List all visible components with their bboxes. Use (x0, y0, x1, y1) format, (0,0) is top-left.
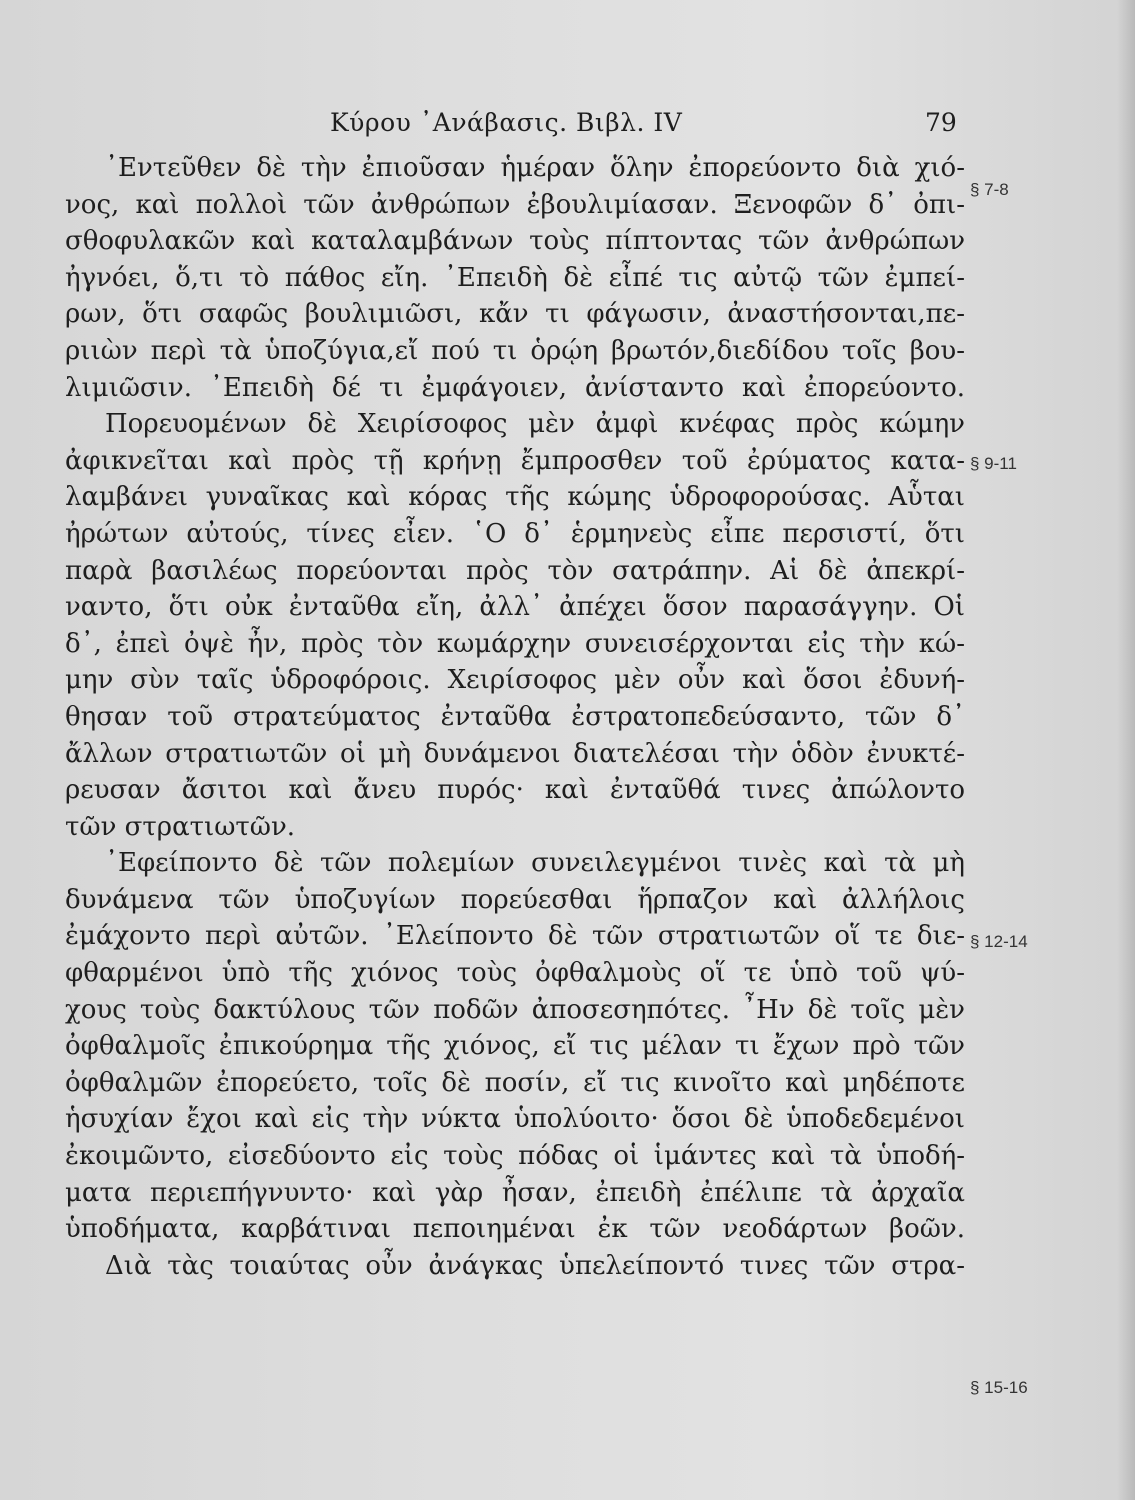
text-line: ἄλλων στρατιωτῶν οἱ μὴ δυνάμενοι διατελέσαι τὴν ὁδὸν ἐνυκτέ- (65, 738, 965, 769)
text-line: ἐκοιμῶντο, εἰσεδύοντο εἰς τοὺς πόδας οἱ ἱμάντες καὶ τὰ ὑποδή- (65, 1141, 965, 1172)
text-line: λιμιῶσιν. ᾿Επειδὴ δέ τι ἐμφάγοιεν, ἀνίσταντο καὶ ἐπορεύοντο. (65, 372, 965, 403)
text-line: παρὰ βασιλέως πορεύονται πρὸς τὸν σατράπην. Αἱ δὲ ἀπεκρί- (65, 555, 965, 586)
running-head-title: Κύρου ᾿Ανάβασις. Βιβλ. IV (330, 108, 683, 137)
body-text (65, 150, 965, 1284)
text-line: λαμβάνει γυναῖκας καὶ κόρας τῆς κώμης ὑδροφορούσας. Αὗται (65, 482, 965, 513)
margin-section-note: § 7-8 (970, 180, 1009, 199)
text-line: ἐμάχοντο περὶ αὐτῶν. ᾿Ελείποντο δὲ τῶν στρατιωτῶν οἵ τε διε- (65, 921, 965, 952)
text-line: φθαρμένοι ὑπὸ τῆς χιόνος τοὺς ὀφθαλμοὺς οἵ τε ὑπὸ τοῦ ψύ- (65, 958, 965, 989)
text-line: ματα περιεπήγνυντο· καὶ γὰρ ἦσαν, ἐπειδὴ ἐπέλιπε τὰ ἀρχαῖα (65, 1177, 965, 1208)
text-line: ἡσυχίαν ἔχοι καὶ εἰς τὴν νύκτα ὑπολύοιτο· ὅσοι δὲ ὑποδεδεμένοι (65, 1104, 965, 1135)
margin-section-note: § 9-11 (970, 454, 1017, 473)
text-line: ᾿Εντεῦθεν δὲ τὴν ἐπιοῦσαν ἡμέραν ὅλην ἐπορεύοντο διὰ χιό- (105, 153, 965, 183)
text-line: μην σὺν ταῖς ὑδροφόροις. Χειρίσοφος μὲν οὖν καὶ ὅσοι ἐδυνή- (65, 665, 965, 696)
page-number: 79 (925, 108, 957, 137)
text-line: ὀφθαλμοῖς ἐπικούρημα τῆς χιόνος, εἴ τις μέλαν τι ἔχων πρὸ τῶν (65, 1031, 965, 1062)
text-line: σθοφυλακῶν καὶ καταλαμβάνων τοὺς πίπτοντας τῶν ἀνθρώπων (65, 226, 965, 257)
text-line: νος, καὶ πολλοὶ τῶν ἀνθρώπων ἐβουλιμίασαν. Ξενοφῶν δ᾿ ὀπι- (65, 189, 965, 220)
text-line: Πορευομένων δὲ Χειρίσοφος μὲν ἀμφὶ κνέφας πρὸς κώμην (105, 409, 965, 440)
text-line: ἠγνόει, ὅ,τι τὸ πάθος εἴη. ᾿Επειδὴ δὲ εἶπέ τις αὐτῷ τῶν ἐμπεί- (65, 262, 965, 293)
text-line: ὀφθαλμῶν ἐπορεύετο, τοῖς δὲ ποσίν, εἴ τις κινοῖτο καὶ μηδέποτε (65, 1067, 965, 1098)
text-line: ἀφικνεῖται καὶ πρὸς τῇ κρήνῃ ἔμπροσθεν τοῦ ἐρύματος κατα- (65, 445, 965, 476)
text-line: ἠρώτων αὐτούς, τίνες εἶεν. ῾Ο δ᾿ ἑρμηνεὺς εἶπε περσιστί, ὅτι (65, 518, 965, 549)
text-line: θησαν τοῦ στρατεύματος ἐνταῦθα ἐστρατοπεδεύσαντο, τῶν δ᾿ (65, 701, 965, 732)
page-edge-shadow (1117, 0, 1135, 1500)
margin-section-note: § 15-16 (970, 1378, 1028, 1397)
text-line: ριιὼν περὶ τὰ ὑποζύγια,εἴ πού τι ὁρῴη βρωτόν,διεδίδου τοῖς βου- (65, 335, 965, 366)
text-line: ρων, ὅτι σαφῶς βουλιμιῶσι, κἄν τι φάγωσιν, ἀναστήσονται,πε- (65, 299, 965, 330)
text-line: Διὰ τὰς τοιαύτας οὖν ἀνάγκας ὑπελείποντό τινες τῶν στρα- (105, 1250, 965, 1281)
running-head (0, 108, 1135, 142)
text-line: δυνάμενα τῶν ὑποζυγίων πορεύεσθαι ἥρπαζον καὶ ἀλλήλοις (65, 884, 965, 915)
margin-section-note: § 12-14 (970, 932, 1028, 951)
text-line: ρευσαν ἄσιτοι καὶ ἄνευ πυρός· καὶ ἐνταῦθά τινες ἀπώλοντο (65, 775, 965, 806)
text-line: χους τοὺς δακτύλους τῶν ποδῶν ἀποσεσηπότες. ῏Ην δὲ τοῖς μὲν (65, 994, 965, 1025)
text-line: ναντο, ὅτι οὐκ ἐνταῦθα εἴη, ἀλλ᾿ ἀπέχει ὅσον παρασάγγην. Οἱ (65, 592, 965, 623)
text-line: δ᾿, ἐπεὶ ὀψὲ ἦν, πρὸς τὸν κωμάρχην συνεισέρχονται εἰς τὴν κώ- (65, 628, 965, 659)
text-line: ὑποδήματα, καρβάτιναι πεποιημέναι ἐκ τῶν νεοδάρτων βοῶν. (65, 1214, 965, 1245)
text-line: τῶν στρατιωτῶν. (65, 811, 296, 842)
text-line: ᾿Εφείποντο δὲ τῶν πολεμίων συνειλεγμένοι τινὲς καὶ τὰ μὴ (105, 848, 965, 879)
